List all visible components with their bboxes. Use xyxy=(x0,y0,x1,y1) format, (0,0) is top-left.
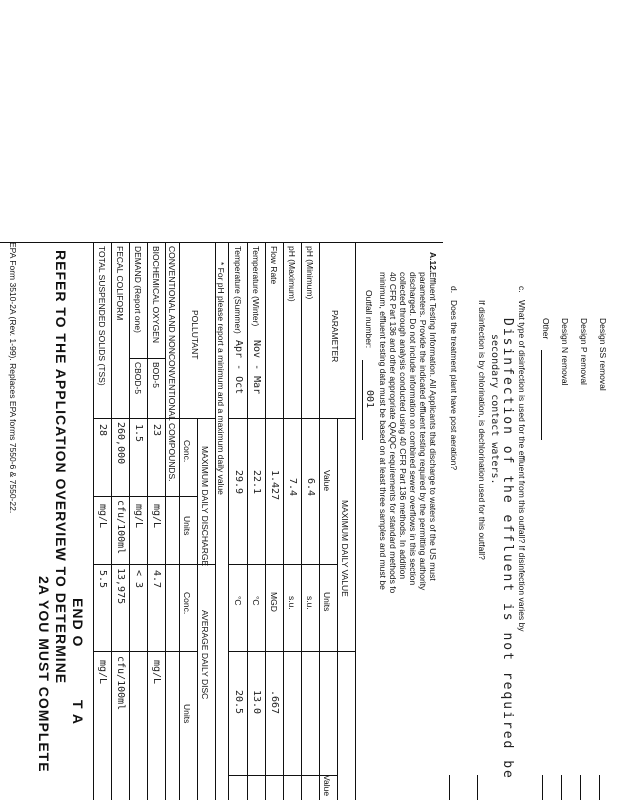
table2-sub: CBOD-5 xyxy=(133,362,143,395)
table1-param: pH (Minimum) xyxy=(305,246,315,300)
a12-line1: Effluent Testing Information. All Applicants that discharge to waters of the US must xyxy=(428,272,438,581)
table1-param: Flow Rate xyxy=(269,246,279,285)
table2-pollutant: FECAL COLIFORM xyxy=(115,246,125,321)
table2-section: CONVENTIONAL AND NONCONVENTIONAL COMPOUNDS. xyxy=(167,246,177,482)
table2-avg: 5.5 xyxy=(97,570,108,589)
checklist-item-n: Design N removal xyxy=(560,318,570,386)
table1-units: °C xyxy=(233,596,243,606)
checklist-item-p: Design P removal xyxy=(579,318,589,385)
checklist-item-ss: Design SS removal xyxy=(598,318,608,391)
question-c-answer2: secondary contact waters. xyxy=(489,334,500,485)
question-c-answer: Disinfection of the effluent is not required be xyxy=(500,318,515,780)
table1-header-parameter: PARAMETER xyxy=(330,310,340,363)
a12-line2: parameters. Provide the indicated effluent testing required by the permitting authority xyxy=(418,272,428,591)
end-notice-line3: 2A YOU MUST COMPLETE xyxy=(36,576,52,773)
table1-period: Nov - Mar xyxy=(251,340,262,395)
end-notice-line1b: T A xyxy=(70,700,86,726)
other-line xyxy=(541,350,542,440)
table2-header-avg: AVERAGE DAILY DISC xyxy=(200,610,210,700)
table2-conc: 23 xyxy=(151,424,162,437)
table2-row-line xyxy=(147,242,148,800)
a12-line4: collected through analysis conducted using 40 CFR Part 136 methods. In addition xyxy=(398,272,408,580)
table1-bottom xyxy=(228,242,229,800)
table2-header-pollutant: POLLUTANT xyxy=(190,310,200,360)
table2-avg-units: cfu/100ml xyxy=(115,656,126,711)
table1-header-value2: Value xyxy=(322,775,332,797)
table1-header-bottom xyxy=(319,242,320,800)
outfall-line xyxy=(362,360,363,440)
table1-param: Temperature (Winter) xyxy=(251,246,261,327)
checkbox-line xyxy=(542,775,543,800)
table2-conc: 28 xyxy=(97,424,108,437)
table2-pollutant: TOTAL SUSPENDED SOLIDS (TSS) xyxy=(97,246,107,386)
table2-top xyxy=(215,242,216,800)
a12-line6: minimum, effluent testing data must be based on at least three samples and must be xyxy=(378,272,388,590)
table2-header-max: MAXIMUM DAILY DISCHARGE xyxy=(200,446,210,567)
table2-sub-line xyxy=(130,358,166,359)
answer-line xyxy=(477,775,478,800)
table2-conc: 1.5 xyxy=(133,424,144,443)
table2-avg-units: mg/L xyxy=(97,660,108,685)
table2-col-line xyxy=(94,564,216,565)
table2-row-line xyxy=(93,242,94,800)
question-c-text: What type of disinfection is used for the effluent from this outfall? If disinfection varies by xyxy=(517,300,527,632)
table1-footnote: * For pH please report a minimum and a maximum daily value xyxy=(216,262,226,495)
table2-col-line xyxy=(94,651,198,652)
table2-subheader-line xyxy=(197,418,198,800)
table1-avg: .667 xyxy=(269,690,280,715)
table2-header-conc2: Conc. xyxy=(182,592,192,615)
table2-units: mg/L xyxy=(97,504,108,529)
table2-col-line xyxy=(94,418,216,419)
table1-units: s.u. xyxy=(287,596,297,610)
checkbox-line xyxy=(599,775,600,800)
table1-avg: 20.5 xyxy=(233,690,244,715)
table2-header-conc: Conc. xyxy=(182,440,192,463)
table1-header-value: Value xyxy=(322,470,332,492)
a12-label: A.12. xyxy=(428,252,438,273)
table1-value: 22.1 xyxy=(251,470,262,495)
table2-header-units2: Units xyxy=(182,704,192,724)
table1-row-line xyxy=(265,242,266,800)
table1-units: s.u. xyxy=(305,596,315,610)
table1-units: °C xyxy=(251,596,261,606)
table2-avg-units: mg/L xyxy=(151,660,162,685)
checklist-item-other: Other xyxy=(541,318,551,340)
table2-units: mg/L xyxy=(151,504,162,529)
question-d-text: Does the treatment plant have post aeration? xyxy=(449,300,459,471)
outfall-value: 001 xyxy=(364,390,375,409)
table2-header-bottom xyxy=(179,242,180,800)
table2-pollutant: BIOCHEMICAL OXYGEN xyxy=(151,246,161,343)
table2-section-line xyxy=(165,242,166,800)
table2-avg: 13,975 xyxy=(115,568,126,605)
table1-col-line xyxy=(229,564,338,565)
footer-form: EPA Form 3510-2A (Rev. 1-99). Replaces EPA forms 7550-6 & 7550-22. xyxy=(8,242,18,514)
end-notice-line1: END O xyxy=(70,598,86,648)
checkbox-line xyxy=(580,775,581,800)
end-notice-line2: REFER TO THE APPLICATION OVERVIEW TO DETERMINE xyxy=(53,250,69,685)
checkbox-line xyxy=(561,775,562,800)
table1-period: Apr - Oct xyxy=(233,340,244,395)
table1-param: pH (Maximum) xyxy=(287,246,297,302)
table1-avg: 13.0 xyxy=(251,690,262,715)
table1-row-line xyxy=(283,242,284,800)
table2-avg: 4.7 xyxy=(151,570,162,589)
table2-units: mg/L xyxy=(133,504,144,529)
table2-sub: BOD-5 xyxy=(151,362,161,388)
answer-line xyxy=(449,775,450,800)
a12-line5: 40 CFR Part 136 and other appropriate QA/QC requirements for standard methods fo xyxy=(388,272,398,594)
question-c-followup: If disinfection is by chlorination, is dechlorination used for this outfall? xyxy=(477,300,487,560)
table2-col-line xyxy=(94,496,198,497)
table1-value: 1.427 xyxy=(269,470,280,501)
frame-left xyxy=(0,242,443,243)
table1-header-max: MAXIMUM DAILY VALUE xyxy=(340,500,350,597)
question-c-letter: c. xyxy=(517,286,527,293)
table1-top xyxy=(355,242,356,800)
table1-value: 7.4 xyxy=(287,478,298,497)
table2-units: cfu/100ml xyxy=(115,500,126,555)
table1-value: 29.9 xyxy=(233,470,244,495)
table1-units: MGD xyxy=(269,592,279,612)
table1-row-line xyxy=(301,242,302,800)
table2-pollutant: DEMAND (Report one) xyxy=(133,246,143,333)
table1-param: Temperature (Summer) xyxy=(233,246,243,334)
table2-avg: < 3 xyxy=(133,570,144,589)
table2-header-units: Units xyxy=(182,516,192,536)
table1-value: 6.4 xyxy=(305,478,316,497)
outfall-label: Outfall number: xyxy=(364,290,374,349)
a12-line3: discharged. Do not include information on combined sewer overflows in this section xyxy=(408,272,418,586)
table2-conc: 260,000 xyxy=(115,422,126,465)
table1-subheader-line xyxy=(337,418,338,800)
table2-row-line xyxy=(111,242,112,800)
question-d-letter: d. xyxy=(449,286,459,294)
table2-row-line xyxy=(129,242,130,800)
table1-header-units: Units xyxy=(322,592,332,612)
table1-row-line xyxy=(247,242,248,800)
